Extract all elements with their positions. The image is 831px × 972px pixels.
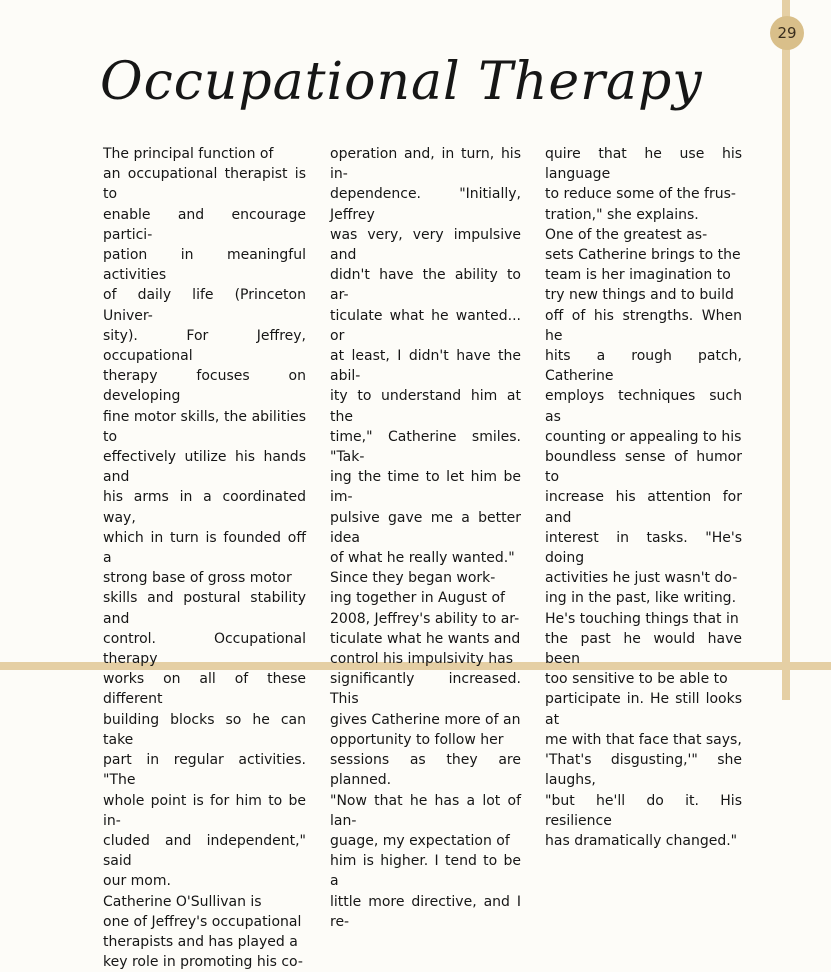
body-column-2: operation and, in turn, his in- dependence. "Initially, Jeffrey was very, very impulsive and didn't have the ability to ar- ticulate what he wanted... or at least, I didn't have the abil- ity to understand him at the time," Catherine smiles. "Tak- ing the time to let him be im- pulsive gave me a better idea of what he really wanted." Since they began work- ing together in August of 2008, Jeffrey's ability to ar- ticulate what he wants and control his impulsivity has significantly increased. This gives Catherine more of an opportunity to follow her sessions as they are planned. "Now that he has a lot of lan- guage, my expectation of him is higher. I tend to be a little more directive, and I re-: [330, 146, 521, 930]
body-column-3: quire that he use his language to reduce some of the frus- tration," she explains. One of the greatest as- sets Catherine brings to the team is her imagination to try new things and to build off of his strengths. When he hits a rough patch, Catherine employs techniques such as counting or appealing to his boundless sense of humor to increase his attention for and interest in tasks. "He's doing activities he just wasn't do- ing in the past, like writing. He's touching things that in the past he would have been too sensitive to be able to participate in. He still looks at me with that face that says, 'That's disgusting,'" she laughs, "but he'll do it. His resilience has dramatically changed.": [545, 146, 742, 849]
article-title: Occupational Therapy: [100, 52, 703, 112]
page-number-badge: [770, 16, 804, 50]
vertical-rule: [782, 0, 790, 700]
body-column-1: The principal function of an occupational therapist is to enable and encourage partici- pation in meaningful activities of daily life (Princeton Univer- sity). For Jeffrey, occupational therapy focuses on developing fine motor skills, the abilities to effectively utilize his hands and his arms in a coordinated way, which in turn is founded off a strong base of gross motor skills and postural stability and control. Occupational therapy works on all of these different building blocks so he can take part in regular activities. "The whole point is for him to be in- cluded and independent," said our mom. Catherine O'Sullivan is one of Jeffrey's occupational therapists and has played a key role in promoting his co-: [103, 146, 306, 971]
page-number: 29: [777, 24, 797, 42]
